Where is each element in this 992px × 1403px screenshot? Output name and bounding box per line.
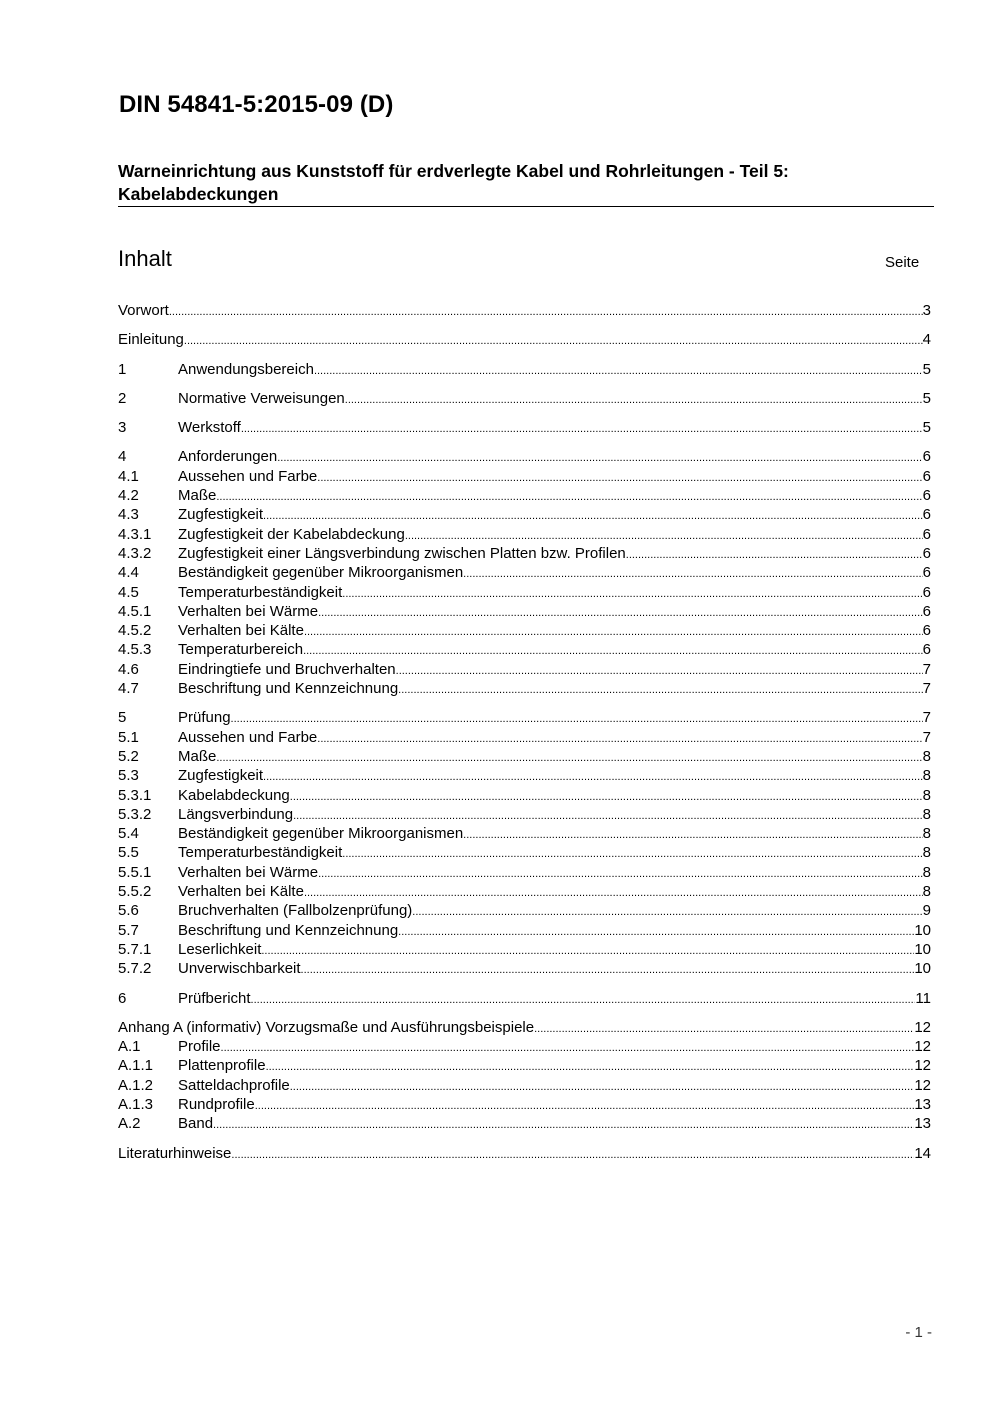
toc-entry-number: 4.3.2 [118, 544, 152, 562]
dot-leader [318, 863, 923, 884]
toc-entry-title: Temperaturbeständigkeit [178, 583, 343, 601]
toc-entry-number: 5.5 [118, 844, 139, 862]
dot-leader [396, 660, 923, 681]
toc-entry[interactable] [118, 747, 931, 766]
toc-entry-number: 4.2 [118, 487, 139, 505]
toc-entry[interactable] [118, 1037, 931, 1056]
dot-leader [290, 1076, 915, 1097]
toc-entry-number: 5.3.2 [118, 805, 152, 823]
dot-leader [277, 447, 922, 468]
toc-entry-page: 7 [922, 680, 931, 698]
toc-entry[interactable] [118, 708, 931, 727]
dot-leader [317, 728, 922, 749]
dot-leader [241, 418, 923, 439]
document-title: Warneinrichtung aus Kunststoff für erdverlegte Kabel und Rohrleitungen - Teil 5: Kabelabdeckungen [118, 161, 789, 204]
toc-entry[interactable] [118, 1114, 931, 1133]
toc-entry-title: Längsverbindung [178, 805, 294, 823]
toc-entry[interactable] [118, 728, 931, 747]
toc-entry-title: Temperaturbereich [178, 641, 304, 659]
toc-entry-title: Plattenprofile [178, 1057, 266, 1075]
toc-entry[interactable] [118, 1076, 931, 1095]
toc-entry-number: 4.1 [118, 467, 139, 485]
toc-entry-title: Anwendungsbereich [178, 360, 314, 378]
page-column-label: Seite [885, 254, 920, 271]
dot-leader [626, 544, 923, 565]
toc-entry-number: 2 [118, 389, 127, 407]
toc-entry-title: Literaturhinweise [118, 1144, 232, 1162]
toc-entry-number: 5.5.1 [118, 863, 152, 881]
toc-entry-page: 6 [922, 467, 931, 485]
toc-entry-page: 13 [914, 1115, 931, 1133]
toc-entry-page: 5 [922, 389, 931, 407]
toc-entry-title: Anforderungen [178, 448, 278, 466]
toc-entry-page: 8 [922, 786, 931, 804]
dot-leader [314, 360, 923, 381]
toc-entry-title: Unverwischbarkeit [178, 960, 301, 978]
toc-entry[interactable] [118, 360, 931, 379]
toc-entry-number: 5 [118, 709, 127, 727]
toc-entry[interactable] [118, 583, 931, 602]
toc-entry-number: 5.3.1 [118, 786, 152, 804]
toc-entry-number: 4.6 [118, 660, 139, 678]
toc-entry-page: 12 [914, 1038, 931, 1056]
toc-entry[interactable] [118, 486, 931, 505]
page-number: - 1 - [905, 1324, 932, 1341]
toc-entry[interactable] [118, 882, 931, 901]
toc-entry[interactable] [118, 621, 931, 640]
dot-leader [317, 467, 922, 488]
toc-entry-title: Aussehen und Farbe [178, 467, 318, 485]
dot-leader [318, 602, 923, 623]
toc-entry[interactable] [118, 679, 931, 698]
toc-entry[interactable] [118, 1095, 931, 1114]
toc-entry-page: 6 [922, 487, 931, 505]
dot-leader [216, 486, 922, 507]
toc-entry-number: 5.5.2 [118, 883, 152, 901]
toc-entry-page: 7 [922, 728, 931, 746]
toc-heading: Inhalt [118, 246, 172, 271]
toc-entry-title: Zugfestigkeit [178, 767, 264, 785]
toc-entry[interactable] [118, 921, 931, 940]
toc-entry-title: Profile [178, 1038, 221, 1056]
toc-entry-page: 8 [922, 883, 931, 901]
toc-entry-page: 14 [914, 1144, 931, 1162]
toc-entry-title: Werkstoff [178, 419, 241, 437]
title-divider [118, 206, 934, 207]
toc-entry-page: 8 [922, 767, 931, 785]
toc-entry-number: A.1.2 [118, 1076, 154, 1094]
toc-entry-number: 4 [118, 448, 127, 466]
toc-entry[interactable] [118, 505, 931, 524]
toc-entry-title: Rundprofile [178, 1095, 255, 1113]
toc-entry-page: 6 [922, 602, 931, 620]
toc-entry-number: A.1.3 [118, 1095, 154, 1113]
dot-leader [263, 766, 923, 787]
dot-leader [213, 1114, 914, 1135]
toc-entry[interactable] [118, 1018, 931, 1037]
toc-entry[interactable] [118, 863, 931, 882]
toc-entry-number: 4.5.3 [118, 641, 152, 659]
toc-entry-title: Zugfestigkeit der Kabelabdeckung [178, 525, 405, 543]
toc-entry[interactable] [118, 447, 931, 466]
toc-entry-title: Bruchverhalten (Fallbolzenprüfung) [178, 902, 413, 920]
toc-entry-title: Verhalten bei Wärme [178, 602, 319, 620]
toc-entry-page: 8 [922, 747, 931, 765]
toc-entry-title: Verhalten bei Kälte [178, 883, 304, 901]
toc-entry-number: 4.5.1 [118, 602, 152, 620]
toc-entry-title: Anhang A (informativ) Vorzugsmaße und Ausführungsbeispiele [118, 1018, 535, 1036]
toc-entry-page: 12 [914, 1057, 931, 1075]
dot-leader [304, 621, 923, 642]
dot-leader [463, 824, 922, 845]
toc-entry-page: 6 [922, 583, 931, 601]
toc-entry-page: 10 [914, 921, 931, 939]
toc-entry-page: 7 [922, 709, 931, 727]
toc-entry-page: 9 [922, 902, 931, 920]
toc-entry[interactable] [118, 766, 931, 785]
toc-entry-title: Vorwort [118, 302, 169, 319]
toc-entry-number: 4.3 [118, 506, 139, 524]
dot-leader [412, 901, 922, 922]
dot-leader [405, 525, 923, 546]
dot-leader [534, 1018, 914, 1039]
toc-entry-number: 4.7 [118, 680, 139, 698]
toc-entry-title: Prüfung [178, 709, 231, 727]
toc-entry-title: Prüfbericht [178, 989, 251, 1007]
toc-entry-title: Leserlichkeit [178, 940, 262, 958]
toc-entry[interactable] [118, 563, 931, 582]
toc-entry[interactable] [118, 525, 931, 544]
toc-entry[interactable] [118, 544, 931, 563]
toc-entry[interactable] [118, 467, 931, 486]
toc-entry-title: Beständigkeit gegenüber Mikroorganismen [178, 564, 464, 582]
table-of-contents [118, 301, 931, 1163]
toc-entry-title: Maße [178, 747, 217, 765]
toc-entry-page: 5 [922, 419, 931, 437]
dot-leader [398, 679, 922, 700]
toc-entry-page: 11 [915, 989, 931, 1007]
toc-entry-title: Satteldachprofile [178, 1076, 290, 1094]
toc-entry[interactable] [118, 389, 931, 408]
toc-entry-title: Beschriftung und Kennzeichnung [178, 680, 399, 698]
toc-entry-title: Kabelabdeckung [178, 786, 290, 804]
toc-entry-title: Zugfestigkeit einer Längsverbindung zwischen Platten bzw. Profilen [178, 544, 626, 562]
toc-entry-title: Einleitung [118, 331, 184, 349]
dot-leader [345, 389, 923, 410]
toc-entry-number: 5.7.2 [118, 960, 152, 978]
toc-entry[interactable] [118, 1144, 931, 1163]
toc-entry[interactable] [118, 786, 931, 805]
toc-entry[interactable] [118, 901, 931, 920]
dot-leader [169, 301, 923, 322]
toc-entry-number: 5.1 [118, 728, 139, 746]
dot-leader [266, 1056, 915, 1077]
toc-entry[interactable] [118, 640, 931, 659]
toc-entry-number: A.1 [118, 1038, 141, 1056]
toc-entry-page: 10 [914, 940, 931, 958]
dot-leader [221, 1037, 915, 1058]
dot-leader [255, 1095, 915, 1116]
toc-entry[interactable] [118, 301, 931, 320]
toc-entry-number: 5.4 [118, 825, 139, 843]
toc-entry-page: 10 [914, 960, 931, 978]
toc-entry-title: Temperaturbeständigkeit [178, 844, 343, 862]
toc-entry-number: 4.5.2 [118, 622, 152, 640]
dot-leader [216, 747, 922, 768]
toc-entry-number: 3 [118, 419, 127, 437]
toc-entry-page: 8 [922, 863, 931, 881]
toc-entry-title: Verhalten bei Kälte [178, 622, 304, 640]
toc-entry-page: 6 [922, 564, 931, 582]
toc-entry-page: 6 [922, 506, 931, 524]
dot-leader [398, 921, 914, 942]
toc-entry-title: Beständigkeit gegenüber Mikroorganismen [178, 825, 464, 843]
document-id: DIN 54841-5:2015-09 (D) [119, 91, 394, 118]
toc-entry-title: Beschriftung und Kennzeichnung [178, 921, 399, 939]
toc-entry-title: Verhalten bei Wärme [178, 863, 319, 881]
toc-entry-number: 5.3 [118, 767, 139, 785]
dot-leader [290, 786, 923, 807]
toc-entry[interactable] [118, 805, 931, 824]
toc-entry-number: 4.3.1 [118, 525, 152, 543]
toc-entry-page: 6 [922, 544, 931, 562]
toc-entry-number: A.1.1 [118, 1057, 154, 1075]
toc-entry-page: 12 [914, 1076, 931, 1094]
dot-leader [184, 330, 923, 351]
toc-entry-title: Aussehen und Farbe [178, 728, 318, 746]
toc-entry-page: 13 [914, 1095, 931, 1113]
toc-entry[interactable] [118, 330, 931, 349]
toc-entry-number: 4.5 [118, 583, 139, 601]
toc-entry[interactable] [118, 843, 931, 862]
toc-entry-page: 7 [922, 660, 931, 678]
toc-entry[interactable] [118, 824, 931, 843]
dot-leader [342, 583, 922, 604]
toc-entry[interactable] [118, 1056, 931, 1075]
toc-entry[interactable] [118, 989, 931, 1008]
dot-leader [231, 708, 923, 729]
dot-leader [293, 805, 923, 826]
toc-entry[interactable] [118, 940, 931, 959]
dot-leader [303, 640, 923, 661]
toc-entry-number: 6 [118, 989, 127, 1007]
toc-entry-title: Maße [178, 487, 217, 505]
toc-entry-page: 6 [922, 525, 931, 543]
toc-entry-number: 5.2 [118, 747, 139, 765]
toc-entry-title: Band [178, 1115, 214, 1133]
dot-leader [251, 989, 916, 1010]
toc-entry-number: 5.7.1 [118, 940, 152, 958]
dot-leader [301, 959, 915, 980]
dot-leader [231, 1144, 914, 1165]
toc-entry-page: 6 [922, 448, 931, 466]
dot-leader [263, 505, 923, 526]
toc-entry-title: Normative Verweisungen [178, 389, 345, 407]
toc-entry-number: A.2 [118, 1115, 141, 1133]
toc-entry-page: 6 [922, 641, 931, 659]
toc-entry[interactable] [118, 959, 931, 978]
toc-entry-page: 5 [922, 360, 931, 378]
toc-entry-number: 1 [118, 360, 127, 378]
toc-entry-title: Eindringtiefe und Bruchverhalten [178, 660, 396, 678]
toc-entry-number: 5.6 [118, 902, 139, 920]
toc-entry[interactable] [118, 660, 931, 679]
toc-entry-page: 8 [922, 825, 931, 843]
toc-entry-number: 4.4 [118, 564, 139, 582]
toc-entry-number: 5.7 [118, 921, 139, 939]
toc-entry-title: Zugfestigkeit [178, 506, 264, 524]
toc-entry-page: 4 [922, 331, 931, 349]
toc-entry[interactable] [118, 418, 931, 437]
toc-entry[interactable] [118, 602, 931, 621]
toc-entry-page: 12 [914, 1018, 931, 1036]
dot-leader [261, 940, 914, 961]
dot-leader [463, 563, 922, 584]
toc-entry-page: 8 [922, 805, 931, 823]
toc-entry-page: 8 [922, 844, 931, 862]
dot-leader [342, 843, 922, 864]
toc-entry-page: 6 [922, 622, 931, 640]
toc-entry-page: 3 [922, 302, 931, 319]
dot-leader [304, 882, 923, 903]
